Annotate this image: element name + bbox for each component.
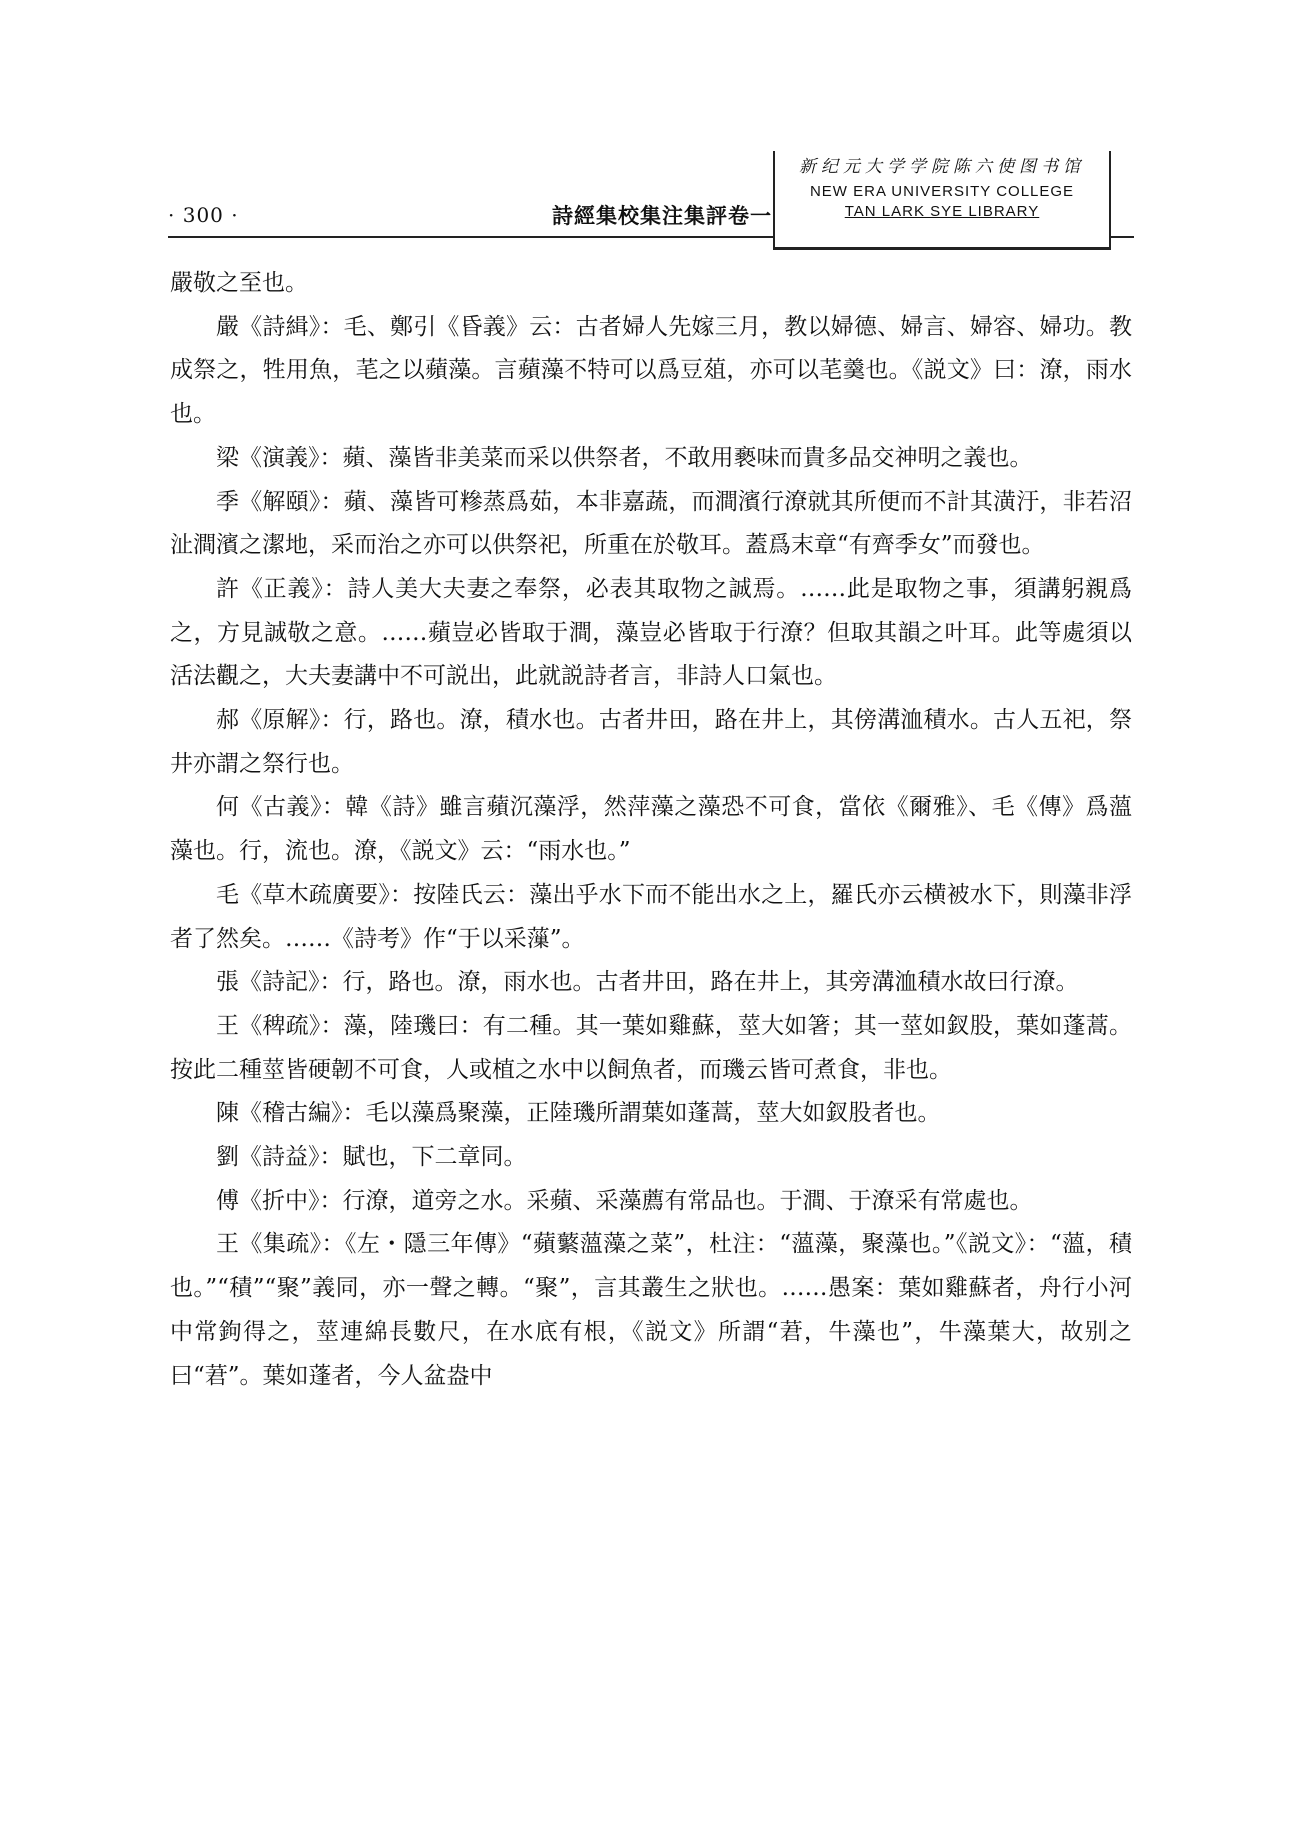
paragraph-liu-shiyi: 劉《詩益》：賦也，下二章同。 bbox=[216, 1144, 527, 1171]
paragraph-xu-zhengyi: 許《正義》：詩人美大夫妻之奉祭，必表其取物之誠焉。……此是取物之事，須講躬親爲之，方見誠敬之意。……蘋豈必皆取于澗，藻豈必皆取于行潦？但取其韻之叶耳。此等處須以活法觀之，大夫妻講中不可説出，此就説詩者言，非詩人口氣也。 bbox=[170, 575, 1132, 690]
stamp-chinese-text: 新纪元大学学院陈六使图书馆 bbox=[799, 157, 1085, 177]
library-stamp bbox=[773, 151, 1111, 250]
paragraph-chen-jigubian: 陳《稽古編》：毛以藻爲聚藻，正陸璣所謂葉如蓬蒿，莖大如釵股者也。 bbox=[216, 1100, 941, 1127]
page-body bbox=[170, 262, 1132, 1398]
paragraph-wang-baishu: 王《稗疏》：藻，陸璣曰：有二種。其一葉如雞蘇，莖大如箸；其一莖如釵股，葉如蓬蒿。按此二種莖皆硬韌不可食，人或植之水中以飼魚者，而璣云皆可煮食，非也。 bbox=[170, 1012, 1132, 1083]
paragraph-wang-jishu: 王《集疏》：《左・隱三年傳》“蘋蘩薀藻之菜”，杜注：“薀藻，聚藻也。”《説文》：“薀，積也。”“積”“聚”義同，亦一聲之轉。“聚”，言其叢生之狀也。……愚案：葉如雞蘇者，舟行小河中常鉤得之，莖連綿長數尺，在水底有根，《説文》所謂“莙，牛藻也”，牛藻葉大，故别之曰“莙”。葉如蓬者，今人盆盎中 bbox=[170, 1231, 1132, 1389]
paragraph-zhang-shiji: 張《詩記》：行，路也。潦，雨水也。古者井田，路在井上，其旁溝洫積水故曰行潦。 bbox=[216, 969, 1079, 996]
paragraph-ji-jieyi: 季《解頤》：蘋、藻皆可糝蒸爲茹，本非嘉蔬，而澗濱行潦就其所便而不計其潢汙，非若沼沚澗濱之潔地，采而治之亦可以供祭祀，所重在於敬耳。蓋爲末章“有齊季女”而發也。 bbox=[170, 488, 1132, 559]
paragraph-continuation: 嚴敬之至也。 bbox=[170, 270, 308, 296]
stamp-english-line-2: TAN LARK SYE LIBRARY bbox=[844, 203, 1040, 220]
paragraph-he-guyi: 何《古義》：韓《詩》雖言蘋沉藻浮，然萍藻之藻恐不可食，當依《爾雅》、毛《傳》爲薀藻也。行，流也。潦，《説文》云：“雨水也。” bbox=[170, 794, 1132, 865]
paragraph-yan-shiji: 嚴《詩緝》：毛、鄭引《昏義》云：古者婦人先嫁三月，教以婦德、婦言、婦容、婦功。教成祭之，牲用魚，芼之以蘋藻。言蘋藻不特可以爲豆葅，亦可以芼羹也。《説文》曰：潦，雨水也。 bbox=[170, 313, 1132, 428]
page-number: · 300 · bbox=[168, 203, 239, 227]
stamp-english-line-1: NEW ERA UNIVERSITY COLLEGE bbox=[809, 183, 1075, 200]
paragraph-fu-zhezhong: 傅《折中》：行潦，道旁之水。采蘋、采藻薦有常品也。于澗、于潦采有常處也。 bbox=[216, 1187, 1033, 1214]
paragraph-mao-caomu: 毛《草木疏廣要》：按陸氏云：藻出乎水下而不能出水之上，羅氏亦云横被水下，則藻非浮者了然矣。……《詩考》作“于以采薻”。 bbox=[170, 881, 1132, 952]
running-head: 詩經集校集注集評卷一 bbox=[552, 203, 772, 228]
paragraph-hao-yuanjie: 郝《原解》：行，路也。潦，積水也。古者井田，路在井上，其傍溝洫積水。古人五祀，祭井亦謂之祭行也。 bbox=[170, 707, 1132, 777]
paragraph-liang-yanyi: 梁《演義》：蘋、藻皆非美菜而采以供祭者，不敢用褻味而貴多品交神明之義也。 bbox=[216, 444, 1033, 471]
